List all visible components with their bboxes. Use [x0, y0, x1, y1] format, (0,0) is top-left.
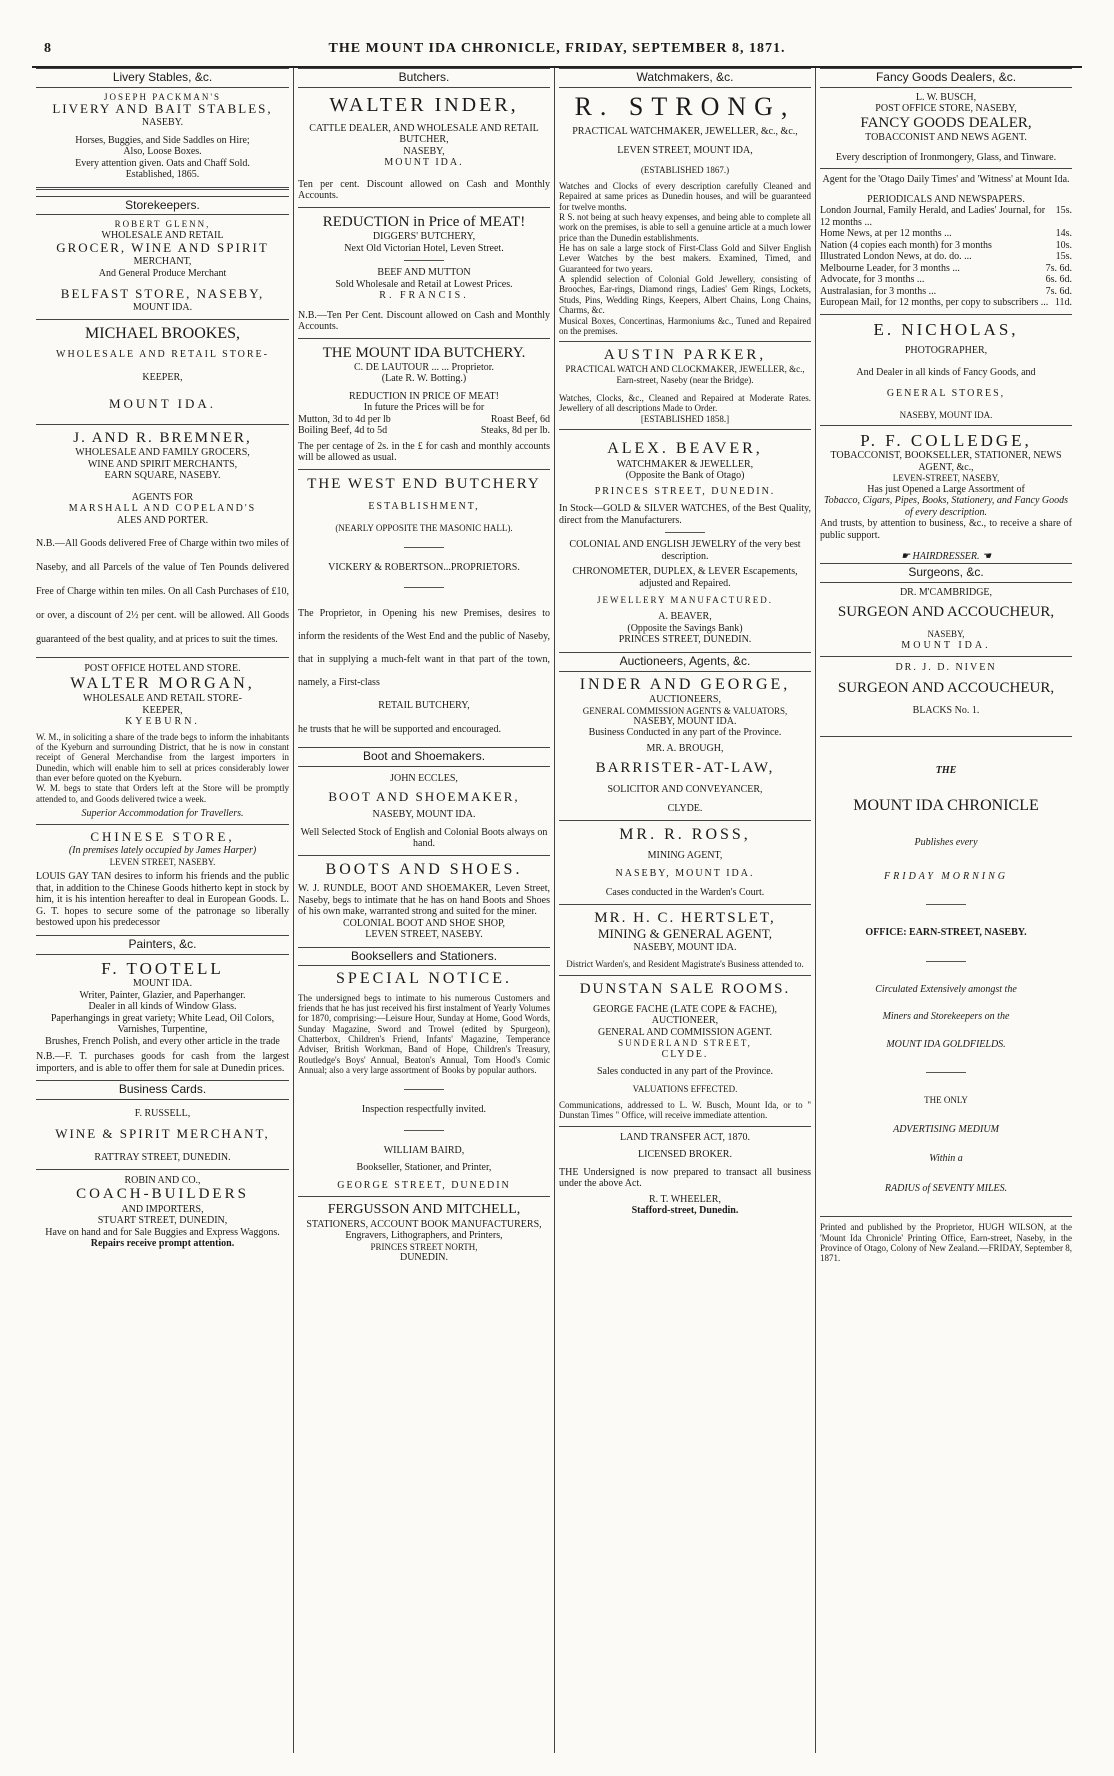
divider — [36, 824, 289, 825]
ad-body: A splendid selection of Colonial Gold Jewellery, consisting of Brooches, Ear-rings, Diamond rings, Ladies' Gem Rings, Lockets, Studs, Pins, Wedding Rings, Keepers, Albert Chains, Long Chains, Charms, &c. — [559, 274, 811, 316]
ad-line: Circulated Extensively amongst the — [875, 983, 1017, 995]
section-header-butchers: Butchers. — [298, 68, 550, 88]
divider — [559, 820, 811, 821]
divider — [820, 168, 1072, 169]
ad-line: PRACTICAL WATCHMAKER, JEWELLER, &c., &c., — [572, 125, 798, 137]
pointing-hand-icon: ☛ — [901, 551, 913, 563]
ad-name: WILLIAM BAIRD, — [383, 1144, 465, 1156]
ad-line: Bookseller, Stationer, and Printer, — [356, 1162, 492, 1174]
divider — [404, 1089, 444, 1090]
ad-body: Musical Boxes, Concertinas, Harmoniums &c., Tuned and Repaired on the premises. — [559, 315, 811, 336]
ad-line: [ESTABLISHED 1858.] — [640, 413, 730, 424]
ad-title: BOOT AND SHOEMAKER, — [328, 789, 520, 805]
ad-line: KEEPER, — [142, 704, 183, 716]
ad-line: JEWELLERY MANUFACTURED. — [597, 595, 773, 606]
ad-title: FERGUSSON AND MITCHELL, — [327, 1202, 521, 1218]
ad-line: DUNEDIN. — [399, 1251, 449, 1263]
ad-title: WALTER INDER, — [329, 93, 519, 116]
ad-line: COLONIAL BOOT AND SHOE SHOP, — [343, 917, 505, 929]
divider — [559, 1126, 811, 1127]
divider — [298, 338, 550, 339]
ad-body: Watches, Clocks, &c., Cleaned and Repaired at Moderate Rates. Jewellery of all descriptions Made to Order. — [559, 393, 811, 414]
hairdresser-notice — [820, 551, 1072, 563]
ad-title: BOOTS AND SHOES. — [325, 860, 523, 878]
ad-name: JOSEPH PACKMAN'S — [103, 91, 222, 102]
ad-line: In future the Prices will be for — [363, 402, 485, 414]
ad-name: DR. J. D. NIVEN — [895, 662, 997, 674]
ad-line: NASEBY, — [927, 629, 965, 640]
ad-body: Ten per cent. Discount allowed on Cash and Monthly Accounts. — [298, 178, 550, 202]
ad-line: RATTRAY STREET, DUNEDIN. — [94, 1152, 231, 1164]
ad-line: SOLICITOR AND CONVEYANCER, — [607, 783, 763, 795]
ad-line: FRIDAY MORNING — [884, 870, 1008, 882]
ad-title: CHINESE STORE, — [90, 829, 235, 845]
ad-line: Within a — [929, 1153, 963, 1165]
divider — [404, 260, 444, 261]
ad-line: Tobacco, Cigars, Pipes, Books, Stationery, and Fancy Goods of every description. — [823, 495, 1069, 518]
ad-line: VICKERY & ROBERTSON...PROPRIETORS. — [328, 561, 520, 573]
ad-body: The Proprietor, in Opening his new Premises, desires to inform the residents of the West End and the public of Naseby, that in supplying a much-felt want in that part of the town, namely, a First-class — [298, 608, 550, 689]
ad-line: TOBACCONIST, BOOKSELLER, STATIONER, NEWS AGENT, &c., — [830, 450, 1062, 473]
ad-line: AUCTIONEERS, — [649, 694, 721, 706]
ad-title: GROCER, WINE AND SPIRIT — [56, 240, 269, 256]
ad-line: (NEARLY OPPOSITE THE MASONIC HALL). — [335, 522, 513, 533]
ad-line: LEVEN STREET, NASEBY. — [109, 856, 216, 867]
ad-line: PRINCES STREET, DUNEDIN. — [594, 485, 776, 497]
ad-line: Has just Opened a Large Assortment of — [867, 483, 1025, 495]
ad-body: He has on sale a large stock of First-Class Gold and Silver English Lever Watches by the best makers. Examined, Timed, and Guaranteed for two years. — [559, 243, 811, 274]
ad-line: STUART STREET, DUNEDIN, — [97, 1215, 228, 1227]
ad-line: KEEPER, — [142, 371, 183, 383]
ad-line: Have on hand and for Sale Buggies and Express Waggons. — [45, 1226, 280, 1238]
ad-line: C. DE LAUTOUR ... ... Proprietor. — [353, 361, 495, 373]
ad-title: P. F. COLLEDGE, — [860, 430, 1032, 450]
ad-body: W. M. begs to state that Orders left at the Store will be promptly attended to, and Goods delivered twice a week. — [36, 783, 289, 804]
periodical-row — [820, 240, 1072, 252]
ad-body: R S. not being at such heavy expenses, and being able to complete all work on the premises, is able to sell a genuine article at a much lower price than the Dunedin establishments. — [559, 212, 811, 243]
ad-title: E. NICHOLAS, — [873, 319, 1019, 339]
ad-line: SUNDERLAND STREET, — [618, 1038, 752, 1049]
periodical-name: Advocate, for 3 months ... — [820, 274, 925, 286]
ad-line: Stafford-street, Dunedin. — [631, 1205, 739, 1217]
ad-line: RETAIL BUTCHERY, — [378, 700, 470, 712]
ad-line: GENERAL STORES, — [886, 388, 1006, 400]
ad-line: Paperhangings in great variety; White Lead, Oil Colors, Varnishes, Turpentine, — [50, 1012, 275, 1036]
ad-body: In Stock—GOLD & SILVER WATCHES, of the Best Quality, direct from the Manufacturers. — [559, 503, 811, 526]
periodical-row — [820, 205, 1072, 228]
divider — [820, 736, 1072, 737]
section-header-livery: Livery Stables, &c. — [36, 68, 289, 88]
ad-title: F. TOOTELL — [101, 958, 224, 978]
ad-line: Inspection respectfully invited. — [361, 1104, 487, 1116]
periodical-name: London Journal, Family Herald, and Ladies' Journal, for 12 months ... — [820, 205, 1046, 228]
ad-line: PHOTOGRAPHER, — [904, 345, 988, 357]
ad-title: REDUCTION in Price of MEAT! — [322, 213, 526, 230]
periodical-name: Australasian, for 3 months ... — [820, 285, 937, 297]
ad-line: WHOLESALE AND RETAIL STORE- — [56, 348, 269, 360]
chronicle-the: THE — [935, 765, 957, 777]
ad-body: Communications, addressed to L. W. Busch, Mount Ida, or to " Dunstan Times " Office, will receive immediate attention. — [559, 1100, 811, 1121]
periodical-price: 14s. — [1055, 228, 1072, 240]
ad-body: And trusts, by attention to business, &c., to receive a share of public support. — [820, 518, 1072, 541]
section-header-books: Booksellers and Stationers. — [298, 947, 550, 967]
ad-name: ROBIN AND CO., — [124, 1174, 201, 1186]
ad-line: Every description of Ironmongery, Glass, and Tinware. — [835, 151, 1057, 163]
ad-line: GENERAL AND COMMISSION AGENT. — [598, 1026, 772, 1038]
ad-line: Well Selected Stock of English and Colonial Boots always on hand. — [300, 826, 548, 850]
divider — [820, 425, 1072, 426]
ad-line: WHOLESALE AND FAMILY GROCERS, — [75, 447, 250, 459]
ad-line: Cases conducted in the Warden's Court. — [605, 887, 765, 899]
ad-line: AND IMPORTERS, — [121, 1203, 204, 1215]
pointing-hand-icon: ☚ — [979, 551, 991, 563]
price-row — [298, 425, 550, 437]
ad-name: L. W. BUSCH, — [915, 91, 977, 103]
price-item: Mutton, 3d to 4d per lb — [298, 413, 391, 425]
ad-line: KYEBURN. — [125, 716, 200, 728]
ad-line: (In premises lately occupied by James Harper) — [68, 845, 257, 857]
ad-line: GEORGE STREET, DUNEDIN — [337, 1179, 511, 1191]
ad-line: MINING AGENT, — [647, 850, 723, 862]
divider — [665, 532, 705, 533]
ad-title: LAND TRANSFER ACT, 1870. — [620, 1131, 750, 1143]
periodical-price: 15s. — [1055, 251, 1072, 263]
ad-line: (Late R. W. Botting.) — [381, 373, 467, 385]
divider — [559, 429, 811, 430]
ad-line: REDUCTION IN PRICE OF MEAT! — [349, 390, 499, 402]
ad-name: F. RUSSELL, — [134, 1107, 191, 1119]
ad-line: (Opposite the Bank of Otago) — [625, 470, 745, 482]
ad-name: DR. M'CAMBRIDGE, — [899, 586, 993, 598]
ad-line: GENERAL COMMISSION AGENTS & VALUATORS, — [582, 705, 788, 716]
ad-line: Business Conducted in any part of the Province. — [588, 727, 782, 739]
section-header-painters: Painters, &c. — [36, 935, 289, 955]
ad-title: MICHAEL BROOKES, — [85, 324, 240, 342]
chronicle-title: MOUNT IDA CHRONICLE — [853, 796, 1039, 814]
divider — [36, 319, 289, 320]
ad-body: LOUIS GAY TAN desires to inform his friends and the public that, in addition to the Chinese Goods hitherto kept in stock by him, it is his intention hereafter to deal in European Goods. L. G. T. hopes to secure some of the patronage so liberally bestowed upon his predecessor — [36, 871, 289, 929]
price-item: Roast Beef, 6d — [490, 413, 550, 425]
ad-title: WALTER MORGAN, — [70, 674, 255, 692]
ad-line: THE ONLY — [924, 1095, 968, 1106]
ad-line: VALUATIONS EFFECTED. — [632, 1083, 738, 1094]
ad-line: (ESTABLISHED 1867.) — [640, 164, 730, 175]
ad-body: THE Undersigned is now prepared to transact all business under the above Act. — [559, 1166, 811, 1190]
ad-line: LICENSED BROKER. — [638, 1149, 732, 1161]
ad-line: Superior Accommodation for Travellers. — [81, 807, 244, 819]
divider — [820, 656, 1072, 657]
periodicals-list — [820, 205, 1072, 309]
periodical-row — [820, 286, 1072, 298]
divider — [36, 657, 289, 658]
ad-line: PRINCES STREET, DUNEDIN. — [618, 634, 752, 646]
ad-line: PRINCES STREET NORTH, — [370, 1241, 478, 1252]
ad-line: NASEBY, MOUNT IDA. — [633, 715, 737, 727]
periodical-row — [820, 228, 1072, 240]
divider — [926, 1072, 966, 1073]
ad-title: PERIODICALS AND NEWSPAPERS. — [867, 193, 1025, 205]
periodical-price: 15s. — [1055, 205, 1072, 217]
section-header-auction: Auctioneers, Agents, &c. — [559, 652, 811, 672]
ad-title: DUNSTAN SALE ROOMS. — [579, 980, 791, 997]
divider — [36, 187, 289, 190]
periodical-price: 7s. 6d. — [1045, 285, 1072, 297]
hairdresser-label: HAIRDRESSER. — [912, 551, 980, 563]
periodical-price: 10s. — [1055, 239, 1072, 251]
ad-name: JOHN ECCLES, — [390, 772, 458, 784]
periodical-name: Nation (4 copies each month) for 3 months — [820, 239, 992, 251]
ad-title: LIVERY AND BAIT STABLES, — [52, 101, 273, 117]
ad-line: MARSHALL AND COPELAND'S — [68, 503, 257, 515]
ad-line: Repairs receive prompt attention. — [90, 1238, 235, 1250]
ad-line: NASEBY, MOUNT IDA. — [899, 409, 993, 420]
ad-body: The per centage of 2s. in the £ for cash and monthly accounts will be allowed as usual. — [298, 440, 550, 464]
section-header-cards: Business Cards. — [36, 1080, 289, 1100]
ad-title: BELFAST STORE, NASEBY, — [60, 286, 265, 302]
ad-title: SURGEON AND ACCOUCHEUR, — [837, 679, 1055, 696]
price-row — [298, 414, 550, 426]
ad-title: SURGEON AND ACCOUCHEUR, — [837, 604, 1055, 621]
periodical-row — [820, 251, 1072, 263]
ad-line: WINE AND SPIRIT MERCHANTS, — [87, 458, 238, 470]
periodical-name: Home News, at per 12 months ... — [820, 228, 952, 240]
ad-title: ALEX. BEAVER, — [607, 440, 763, 458]
ad-line: Sales conducted in any part of the Province. — [596, 1066, 774, 1078]
periodical-row — [820, 263, 1072, 275]
ad-line: GEORGE FACHE (LATE COPE & FACHE), — [592, 1003, 778, 1015]
ad-title: THE WEST END BUTCHERY — [307, 475, 541, 492]
periodical-row — [820, 274, 1072, 286]
section-header-surgeons: Surgeons, &c. — [820, 563, 1072, 583]
ad-title: WINE & SPIRIT MERCHANT, — [55, 1126, 270, 1142]
ad-title: INDER AND GEORGE, — [579, 675, 791, 693]
ad-title: FANCY GOODS DEALER, — [860, 114, 1032, 131]
ad-title: BARRISTER-AT-LAW, — [595, 760, 775, 777]
ad-line: AGENTS FOR — [131, 491, 194, 503]
ad-line: Agent for the 'Otago Daily Times' and 'Witness' at Mount Ida. — [822, 174, 1070, 186]
ad-line: R. FRANCIS. — [379, 290, 469, 302]
masthead-title: THE MOUNT IDA CHRONICLE, FRIDAY, SEPTEMBER 8, 1871. — [328, 41, 786, 56]
ad-line: MERCHANT, — [133, 256, 192, 268]
divider — [36, 424, 289, 425]
ad-line: Dealer in all kinds of Window Glass. — [88, 1001, 237, 1013]
ad-line: Miners and Storekeepers on the — [882, 1011, 1010, 1023]
ad-line: And Dealer in all kinds of Fancy Goods, and — [856, 366, 1036, 378]
ad-line: ALES AND PORTER. — [116, 514, 209, 526]
ad-line: MOUNT IDA. — [132, 978, 193, 990]
ad-line: Brushes, French Polish, and every other article in the trade — [45, 1035, 280, 1047]
ad-line: Publishes every — [914, 837, 978, 849]
ad-line: LEVEN STREET, NASEBY. — [365, 929, 483, 941]
divider — [926, 904, 966, 905]
ad-line: CATTLE DEALER, AND WHOLESALE AND RETAIL BUTCHER, — [309, 122, 539, 146]
ad-line: AUCTIONEER, — [651, 1015, 719, 1027]
ad-line: Engravers, Lithographers, and Printers, — [345, 1230, 503, 1242]
periodical-price: 6s. 6d. — [1045, 274, 1072, 286]
ad-title: SPECIAL NOTICE. — [336, 970, 512, 988]
ad-title: COACH-BUILDERS — [76, 1186, 249, 1203]
divider — [559, 904, 811, 905]
ad-line: Earn-street, Naseby (near the Bridge). — [616, 374, 754, 385]
ad-line: NASEBY, MOUNT IDA. — [615, 867, 755, 879]
divider — [404, 547, 444, 548]
periodical-name: Illustrated London News, at do. do. ... — [820, 251, 972, 263]
ad-line: Established, 1865. — [125, 169, 200, 181]
ad-line: Writer, Painter, Glazier, and Paperhanger. — [79, 989, 246, 1001]
ad-body: N.B.—All Goods delivered Free of Charge within two miles of Naseby, and all Parcels of the value of Ten Pounds delivered Free of Charge within ten miles. On all Cash Purchases of £10, or over, a discount of 2½ per cent. will be allowed. All Goods guaranteed of the best quality, and at prices to suit the times. — [36, 538, 289, 646]
ad-line: WHOLESALE AND RETAIL STORE- — [83, 693, 242, 705]
ad-line: MOUNT IDA GOLDFIELDS. — [886, 1038, 1006, 1050]
section-header-store: Storekeepers. — [36, 196, 289, 216]
periodical-name: Melbourne Leader, for 3 months ... — [820, 262, 960, 274]
ad-line: NASEBY, — [403, 145, 445, 157]
ad-title: MR. H. C. HERTSLET, — [594, 909, 776, 926]
ad-title: AUSTIN PARKER, — [603, 347, 767, 364]
column-3 — [554, 68, 815, 1753]
ad-line: CLYDE. — [661, 1048, 709, 1060]
ad-line: NASEBY. — [141, 117, 184, 129]
periodical-price: 7s. 6d. — [1045, 262, 1072, 274]
column-4 — [815, 68, 1076, 1753]
column-1 — [32, 68, 293, 1753]
ad-line: NASEBY, MOUNT IDA. — [372, 809, 476, 821]
ad-title: R. STRONG, — [574, 91, 796, 121]
ad-line: (Opposite the Savings Bank) — [627, 622, 743, 634]
ad-line: WATCHMAKER & JEWELLER, — [616, 458, 754, 470]
section-header-boot: Boot and Shoemakers. — [298, 747, 550, 767]
divider — [404, 587, 444, 588]
divider — [404, 1130, 444, 1131]
price-item: Steaks, 8d per lb. — [480, 425, 550, 437]
ad-line: LEVEN-STREET, NASEBY, — [892, 473, 1000, 484]
divider — [820, 1216, 1072, 1217]
ad-line: MOUNT IDA. — [384, 157, 464, 169]
ad-line: MINING & GENERAL AGENT, — [597, 925, 773, 941]
ad-line: BEEF AND MUTTON — [377, 267, 471, 279]
page-number: 8 — [44, 41, 52, 56]
ad-line: PRACTICAL WATCH AND CLOCKMAKER, JEWELLER, &c., — [565, 364, 805, 375]
divider — [298, 1196, 550, 1197]
price-item: Boiling Beef, 4d to 5d — [298, 425, 388, 437]
divider — [820, 314, 1072, 315]
ad-line: LEVEN STREET, MOUNT IDA, — [617, 145, 753, 157]
ad-body: Watches and Clocks of every description carefully Cleaned and Repaired at same prices as Dunedin houses, and will be guaranteed for twelve months. — [559, 181, 811, 212]
ad-line: OFFICE: EARN-STREET, NASEBY. — [865, 927, 1027, 939]
ad-line: DIGGERS' BUTCHERY, — [372, 231, 476, 243]
divider — [559, 975, 811, 976]
column-2 — [293, 68, 554, 1753]
imprint: Printed and published by the Proprietor, HUGH WILSON, at the 'Mount Ida Chronicle' Printing Office, Earn-street, Naseby, in the Province of Otago, Colony of New Zealand.—FRIDAY, September 8, 1871. — [820, 1222, 1072, 1264]
ad-line: Sold Wholesale and Retail at Lowest Prices. — [335, 278, 513, 290]
periodical-name: European Mail, for 12 months, per copy to subscribers ... — [820, 297, 1049, 309]
divider — [926, 961, 966, 962]
ad-line: MOUNT IDA. — [132, 302, 193, 314]
ad-body: W. J. RUNDLE, BOOT AND SHOEMAKER, Leven Street, Naseby, begs to intimate that he has on hand Boots and Shoes of his own make, warranted strong and suited for the miner. — [298, 883, 550, 918]
ad-body: W. M., in soliciting a share of the trade begs to inform the inhabitants of the Kyeburn and surrounding District, that he is now in constant receipt of General Merchandise from the largest importers in Dunedin, which will enable him to sell at prices considerably lower than ever before quoted on the Kyeburn. — [36, 731, 289, 783]
ad-title: J. AND R. BREMNER, — [73, 429, 252, 446]
ad-line: ESTABLISHMENT, — [368, 501, 480, 513]
ad-line: ADVERTISING MEDIUM — [893, 1123, 999, 1135]
section-header-fancy: Fancy Goods Dealers, &c. — [820, 68, 1072, 88]
ad-line: CHRONOMETER, DUPLEX, & LEVER Escapements, adjusted and Repaired. — [572, 566, 798, 589]
ad-line: MOUNT IDA. — [108, 395, 217, 411]
ad-line: STATIONERS, ACCOUNT BOOK MANUFACTURERS, — [306, 1218, 542, 1230]
ad-line: BLACKS No. 1. — [912, 704, 980, 716]
ad-line: And General Produce Merchant — [98, 267, 227, 279]
divider — [298, 469, 550, 470]
ad-title: THE MOUNT IDA BUTCHERY. — [322, 344, 526, 361]
ad-line: District Warden's, and Resident Magistrate's Business attended to. — [566, 959, 804, 970]
ad-line: Every attention given. Oats and Chaff Sold. — [75, 157, 250, 169]
ad-line: Also, Loose Boxes. — [123, 146, 202, 158]
periodical-price: 11d. — [1054, 297, 1072, 309]
divider — [559, 341, 811, 342]
ad-line: COLONIAL AND ENGLISH JEWELRY of the very best description. — [569, 539, 801, 562]
ad-body: The undersigned begs to intimate to his numerous Customers and friends that he has just received his first instalment of Yearly Volumes for 1870, comprising:—Leisure Hour, Sunday at Home, Good Words, Sunday Magazine, Sword and Trowel (edited by Spurgeon), Chatterbox, Children's Friend, Infants' Magazine, Temperance Adviser, British Workman, Band of Hope, Children's Treasury, Routledge's Boys' Annual, Beaton's Annual, Tom Hood's Comic Annual; also a very large assortment of Books by popular authors. — [298, 992, 550, 1076]
ad-body: N.B.—F. T. purchases goods for cash from the largest importers, and is able to offer them for sale at Dunedin prices. — [36, 1051, 289, 1074]
ad-title: MR. R. ROSS, — [619, 825, 751, 843]
section-header-watch: Watchmakers, &c. — [559, 68, 811, 88]
ad-line: POST OFFICE STORE, NASEBY, — [875, 103, 1017, 115]
periodical-row — [820, 297, 1072, 309]
ad-line: TOBACCONIST AND NEWS AGENT. — [865, 132, 1027, 144]
ad-body: he trusts that he will be supported and encouraged. — [298, 723, 501, 735]
ad-line: NASEBY, MOUNT IDA. — [633, 941, 737, 953]
ad-body: N.B.—Ten Per Cent. Discount allowed on Cash and Monthly Accounts. — [298, 309, 550, 333]
ad-line: WHOLESALE AND RETAIL — [101, 229, 224, 241]
divider — [36, 1169, 289, 1170]
ad-line: Next Old Victorian Hotel, Leven Street. — [344, 242, 504, 254]
divider — [298, 207, 550, 208]
ad-title: POST OFFICE HOTEL AND STORE. — [84, 663, 241, 675]
ad-line: RADIUS of SEVENTY MILES. — [884, 1182, 1008, 1194]
ad-name: A. BEAVER, — [658, 611, 712, 623]
ad-name: R. T. WHEELER, — [649, 1193, 721, 1205]
ad-name: ROBERT GLENN, — [114, 219, 211, 230]
masthead — [32, 34, 1082, 64]
ad-line: Horses, Buggies, and Side Saddles on Hire; — [75, 134, 250, 146]
ad-line: EARN SQUARE, NASEBY. — [104, 470, 221, 482]
ad-line: MOUNT IDA. — [901, 639, 991, 651]
ad-line: CLYDE. — [667, 803, 703, 815]
ad-name: MR. A. BROUGH, — [646, 742, 724, 754]
divider — [298, 855, 550, 856]
